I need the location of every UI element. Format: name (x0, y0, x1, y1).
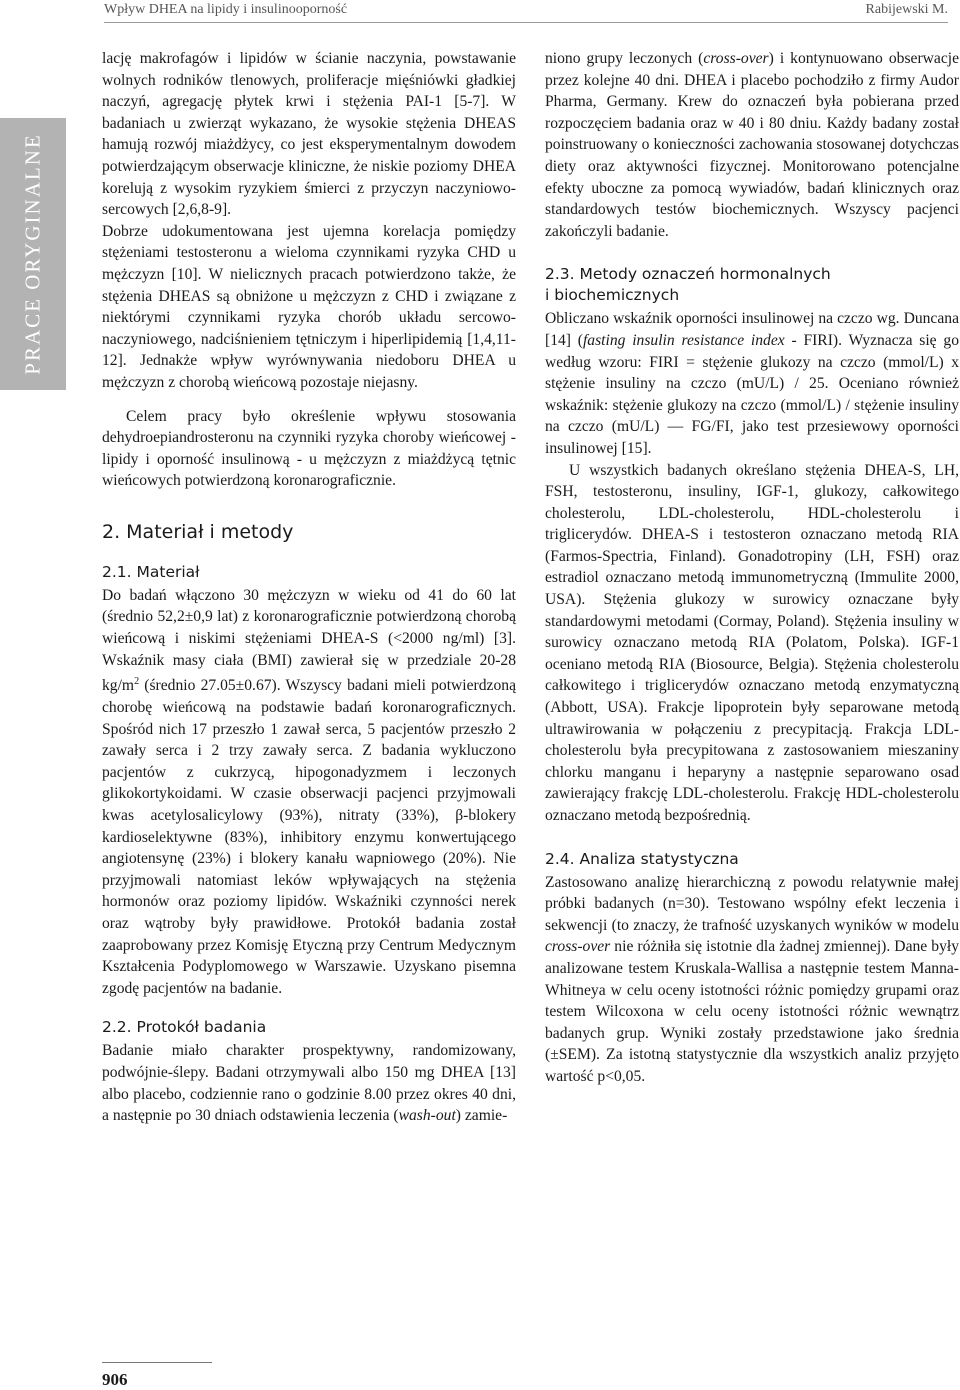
section-banner-label: PRACE ORYGINALNE (20, 133, 45, 375)
subsection-heading: 2.2. Protokół badania (102, 1018, 267, 1037)
paragraph: Badanie miało charakter prospektywny, randomizowany, podwójnie-ślepy. Badani otrzymywali albo 150 mg DHEA [13] albo placebo, codziennie rano o godzinie 8.00 przez okres 40 dni, a następnie po 30 dniach odstawienia leczenia (wash-out) zamie- (102, 1042, 516, 1125)
header-title: Wpływ DHEA na lipidy i insulinooporność (104, 2, 348, 17)
paragraph: niono grupy leczonych (cross-over) i kontynuowano obserwacje przez kolejne 40 dni. DHEA i placebo pochodziło z firmy Audor Pharma, Germany. Krew do oznaczeń była pobierana przed rozpoczęciem badania oraz w 40 i 80 dniu. Każdy badany został poinstruowany o konieczności zachowania stosowanej dotychczas diety oraz aktywności fizycznej. Monitorowano potencjalne efekty uboczne za pomocą wywiadów, badań klinicznych oraz standardowych testów biochemicznych. Wszyscy pacjenci zakończyli badanie. (545, 50, 960, 240)
footer-rule (102, 1362, 212, 1363)
paragraph: Do badań włączono 30 mężczyzn w wieku od 41 do 60 lat (średnio 52,2±0,9 lat) z koronarograficznie potwierdzoną chorobą wieńcową i niskimi stężeniami DHEA-S (<2000 ng/ml) [3]. Wskaźnik masy ciała (BMI) zawierał się w przedziale 20-28 $kg/m^2$ (średnio 27.05±0.67). Wszyscy badani mieli potwierdzoną chorobę wieńcową na podstawie badań koronarograficznych. Spośród nich 17 przeszło 1 zawał serca, 5 pacjentów przeszło 2 zawały serca i 2 trzy zawały serca. Z badania wykluczono pacjentów z cukrzycą, hipogonadyzmem i leczonych glikokortykoidami. W czasie obserwacji pacjenci przyjmowali kwas acetylosalicylowy (93%), nitraty (33%), β-blokery kardioselektywne (83%), inhibitory enzymu konwertującego angiotensynę (23%) i blokery kanału wapniowego (20%). Nie przyjmowali natomiast leków wpływających na stężenia hormonów oraz poziomy lipidów. Wskaźniki czynności nerek oraz wątroby były prawidłowe. Protokół badania został zaaprobowany przez Komisję Etyczną przy Centrum Medycznym Kształcenia Podyplomowego w Warszawie. Uzyskano pisemna zgodę pacjentów na badanie. (102, 586, 516, 997)
paragraph: Dobrze udokumentowana jest ujemna korelacja pomiędzy stężeniami testosteronu a wieloma czynnikami ryzyka CHD u mężczyzn [10]. W nielicznych pracach potwierdzono także, że stężenia DHEAS są obniżone u mężczyzn z CHD i związane z niektórymi czynnikami ryzyka chorób układu sercowo-naczyniowego, nadciśnieniem tętniczym i hiperlipidemią [1,4,11-12]. Jednakże wpływ wyrównywania niedoboru DHEA u mężczyzn z chorobą wieńcową pozostaje niejasny. (102, 222, 516, 391)
paragraph: Celem pracy było określenie wpływu stosowania dehydroepiandrosteronu na czynniki ryzyka choroby wieńcowej - lipidy i oporność insulinową - u mężczyzn z miażdżycą tętnic wieńcowych potwierdzoną koronarograficznie. (102, 407, 516, 490)
section-heading: 2. Materiał i metody (102, 520, 294, 543)
paragraph: U wszystkich badanych określano stężenia DHEA-S, LH, FSH, testosteronu, insuliny, IGF-1, glukozy, całkowitego cholesterolu, LDL-cholesterolu, HDL-cholesterolu i triglicerydów. DHEA-S i testosteron oznaczano metodą RIA (Farmos-Spectria, Finland). Gonadotropiny (LH, FSH) oraz estradiol oznaczano metodą immunometryczną (Immulite 2000, USA). Stężenia glukozy w surowicy oznaczane były standardowymi metodami (Cormay, Poland). Stężenia insuliny w surowicy oznaczano metodą RIA (Polatom, Polska). IGF-1 oceniano metodą RIA (Biosource, Belgia). Stężenia cholesterolu całkowitego i triglicerydów oznaczano metodą enzymatyczną (Abbott, USA). Frakcje lipoprotein były separowane metodą ultrawirowania w połączeniu z precypitacją. Frakcja LDL-cholesterolu była precypitowana z zastosowaniem mieszaniny chlorku manganu i heparyny a następnie separowano osad zawierający frakcję LDL-cholesterolu. Frakcję HDL-cholesterolu oznaczano metodą bezpośrednią. (545, 461, 959, 824)
running-header (104, 0, 948, 23)
page-number: 906 (102, 1370, 128, 1389)
paragraph: lację makrofagów i lipidów w ścianie naczynia, powstawanie wolnych rodników tlenowych, proliferacje mięśniówki gładkiej naczyń, agregację płytek krwi i stężenia PAI-1 [5-7]. W badaniach u zwierząt wykazano, że wysokie stężenia DHEAS hamują rozwój miażdżycy, co jest eksperymentalnym dowodem potwierdzającym obserwacje kliniczne, że niskie poziomy DHEA korelują z wysokim ryzykiem śmierci z przyczyn naczyniowo-sercowych [2,6,8-9]. (102, 50, 516, 219)
paragraph: Obliczano wskaźnik oporności insulinowej na czczo wg. Duncana [14] (fasting insulin resistance index - FIRI). Wyznacza się go według wzoru: FIRI = stężenie glukozy na czczo (mmol/L) x stężenie insuliny na czczo (mU/L) / 25. Oceniano również wskaźnik: stężenie glukozy na czczo (mmol/L) / stężenie insuliny na czczo (mU/L) — FG/FI, jako test przesiewowy oporności insulinowej [15]. (545, 310, 959, 457)
subsection-heading: 2.4. Analiza statystyczna (545, 849, 739, 868)
subsection-heading: 2.1. Materiał (102, 562, 200, 581)
header-author: Rabijewski M. (865, 2, 948, 17)
right-column (545, 48, 959, 1088)
subsection-heading: 2.3. Metody oznaczeń hormonalnych i biochemicznych (545, 265, 831, 305)
left-column (102, 48, 516, 1127)
paragraph: Zastosowano analizę hierarchiczną z powodu relatywnie małej próbki badanych (n=30). Testowano wspólny efekt leczenia i sekwencji (to znaczy, że trafność uzyskanych wyników w modelu cross-over nie różniła się istotnie dla żadnej zmiennej). Dane były analizowane testem Kruskala-Wallisa a następnie testem Manna-Whitneya w celu oceny istotności różnic pomiędzy grupami oraz testem Wilcoxona w celu oceny istotności różnic wewnątrz badanych grup. Wyniki zostały przedstawione jako średnia (±SEM). Za istotną statystycznie dla wszystkich analiz przyjęto wartość p<0,05. (545, 873, 959, 1085)
section-banner (0, 118, 66, 390)
